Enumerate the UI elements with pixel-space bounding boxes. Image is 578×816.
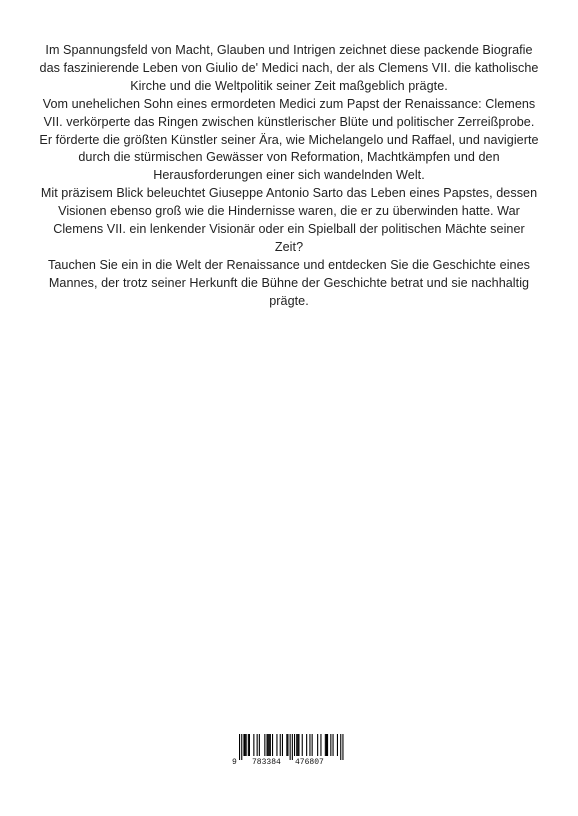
barcode-bar xyxy=(330,734,331,756)
barcode-bar xyxy=(257,734,258,756)
barcode-bar xyxy=(306,734,307,756)
barcode-bar xyxy=(302,734,303,756)
barcode-bar xyxy=(246,734,247,756)
barcode-bar xyxy=(253,734,254,756)
barcode-bar xyxy=(337,734,338,756)
blurb-text xyxy=(38,42,540,311)
barcode-first-digit: 9 xyxy=(232,758,237,767)
barcode-right-group: 476807 xyxy=(295,758,324,767)
barcode-bar xyxy=(280,734,281,756)
barcode-bar xyxy=(326,734,327,756)
barcode-left-group: 783384 xyxy=(252,758,281,767)
barcode-bar xyxy=(249,734,250,756)
barcode-bar xyxy=(294,734,295,756)
barcode-bar xyxy=(267,734,268,756)
blurb-paragraph-1: Im Spannungsfeld von Macht, Glauben und Intrigen zeichnet diese packende Biografie das faszinierende Leben von Giulio de' Medici nach, der als Clemens VII. die katholische Kirche und die Weltpolitik seiner Zeit maßgeblich prägte. xyxy=(39,43,539,93)
barcode-bar xyxy=(298,734,299,756)
barcode-bar xyxy=(268,734,269,756)
blurb-paragraph-3: Mit präzisem Blick beleuchtet Giuseppe Antonio Sarto das Leben eines Papstes, dessen Visionen ebenso groß wie die Hindernisse waren, die er zu überwinden hatte. War Clemens VII. ein lenkender Visionär oder ein Spielball der politischen Mächte seiner Zeit? xyxy=(40,186,538,254)
barcode-bar xyxy=(325,734,326,756)
barcode-bar xyxy=(327,734,328,756)
barcode-bar xyxy=(286,734,287,756)
barcode-bar xyxy=(259,734,260,756)
barcode-bar xyxy=(320,734,321,756)
barcode-bar xyxy=(243,734,244,756)
barcode-bar xyxy=(270,734,271,756)
blurb-paragraph-4: Tauchen Sie ein in die Welt der Renaissance und entdecken Sie die Geschichte eines Mannes, der trotz seiner Herkunft die Bühne der Geschichte betrat und sie nachhaltig prägte. xyxy=(47,257,531,308)
barcode-bar xyxy=(272,734,273,756)
barcode-bar xyxy=(269,734,270,756)
barcode-bar xyxy=(297,734,298,756)
barcode-bar xyxy=(333,734,334,756)
barcode-bar xyxy=(317,734,318,756)
barcode-bar xyxy=(296,734,297,756)
blurb-paragraph-2: Vom unehelichen Sohn eines ermordeten Medici zum Papst der Renaissance: Clemens VII. verkörperte das Ringen zwischen künstlerischer Blüte und politischer Zerreißprobe. Er förderte die größten Künstler seiner Ära, wie Michelangelo und Raffael, und navigierte durch die stürmischen Gewässer von Reformation, Machtkämpfen und den Herausforderungen einer sich wandelnden Welt. xyxy=(39,96,539,183)
barcode-digits xyxy=(231,757,347,768)
barcode-bar xyxy=(248,734,249,756)
barcode-bar xyxy=(276,734,277,756)
barcode-bar xyxy=(287,734,288,756)
barcode-bar xyxy=(312,734,313,756)
barcode-bar xyxy=(309,734,310,756)
isbn-barcode xyxy=(231,734,347,768)
barcode-bar xyxy=(282,734,283,756)
barcode-bar xyxy=(245,734,246,756)
barcode-bar xyxy=(264,734,265,756)
